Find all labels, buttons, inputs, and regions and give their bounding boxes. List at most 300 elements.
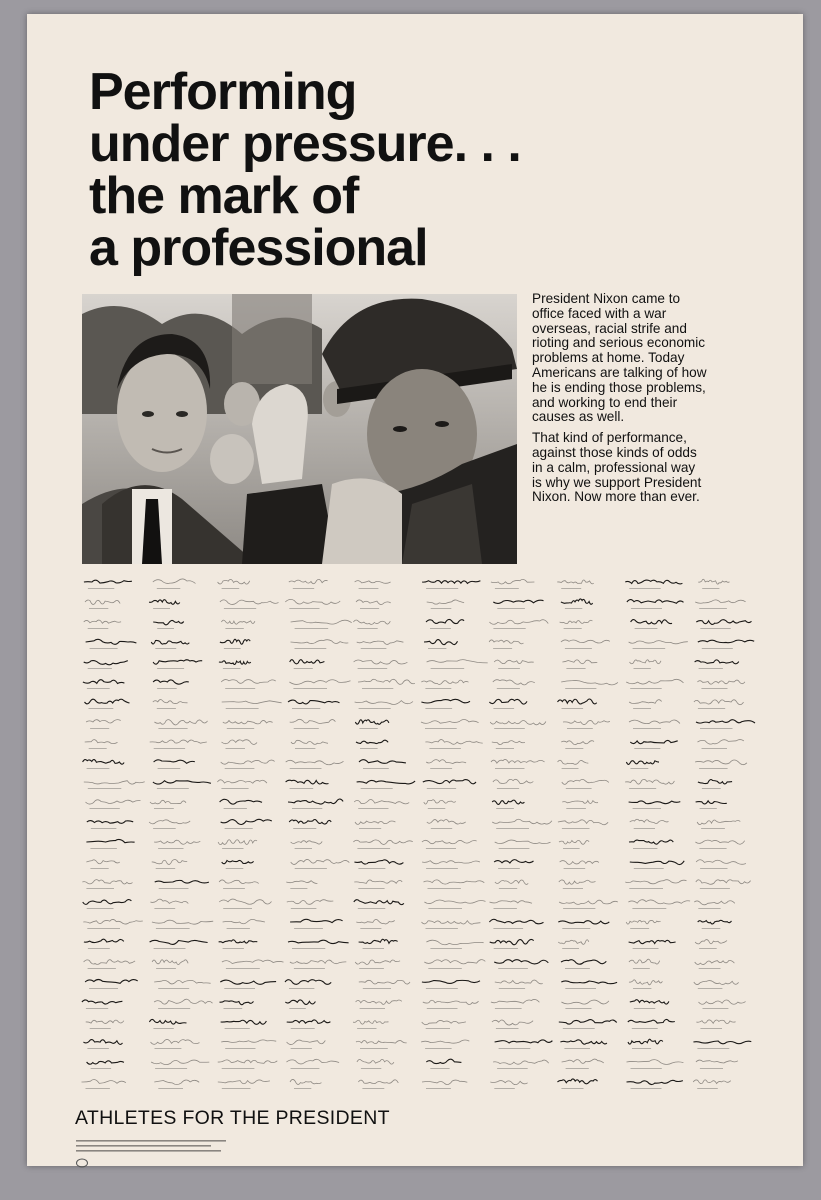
signature-caption <box>295 748 315 749</box>
signature-caption <box>294 968 325 969</box>
signature-scribble <box>149 820 190 824</box>
signature-scribble <box>150 899 188 903</box>
signature-scribble <box>291 640 349 644</box>
signature-caption <box>494 948 518 949</box>
signature-caption <box>498 968 528 969</box>
signature-caption <box>564 868 586 869</box>
signature-scribble <box>289 579 328 583</box>
signature-scribble <box>492 1020 533 1025</box>
signature-scribble <box>559 880 596 884</box>
signature-caption <box>363 948 384 949</box>
headline-line-2: under pressure. . . <box>89 115 521 173</box>
signature-caption <box>153 608 170 609</box>
signature-caption <box>634 668 651 669</box>
signature-scribble <box>151 1039 200 1044</box>
signature-scribble <box>359 760 406 764</box>
signature-caption <box>702 648 733 649</box>
signature-caption <box>291 1068 320 1069</box>
signature-caption <box>87 908 114 909</box>
signature-scribble <box>422 980 480 983</box>
signature-scribble <box>153 700 188 704</box>
signature-caption <box>226 868 244 869</box>
signature-scribble <box>493 1060 549 1064</box>
signature-scribble <box>625 779 674 784</box>
signature-scribble <box>695 600 745 603</box>
signature-caption <box>426 928 458 929</box>
signature-caption <box>495 588 519 589</box>
signature-caption <box>699 848 726 849</box>
signature-caption <box>154 808 174 809</box>
signature-caption <box>499 888 517 889</box>
signature-scribble <box>223 720 273 723</box>
signature-caption <box>291 908 317 909</box>
signature-scribble <box>630 819 669 823</box>
signature-caption <box>157 668 184 669</box>
signature-scribble <box>86 800 141 804</box>
signature-caption <box>565 748 583 749</box>
signature-scribble <box>627 600 684 604</box>
signature-scribble <box>696 720 755 723</box>
signature-caption <box>294 1088 311 1089</box>
signature-caption <box>700 808 717 809</box>
signature-scribble <box>491 759 545 763</box>
headline <box>89 63 649 277</box>
footer-title: ATHLETES FOR THE PRESIDENT <box>75 1107 390 1129</box>
signature-scribble <box>560 861 599 865</box>
signature-caption <box>222 1088 251 1089</box>
signature-scribble <box>149 600 180 605</box>
signature-scribble <box>422 861 480 864</box>
signature-caption <box>157 628 174 629</box>
signature-scribble <box>149 1019 186 1024</box>
signature-scribble <box>287 1020 331 1023</box>
signature-caption <box>430 768 452 769</box>
signature-caption <box>566 788 592 789</box>
signature-scribble <box>83 919 143 924</box>
signature-caption <box>499 848 530 849</box>
signature-scribble <box>560 620 593 623</box>
signature-caption <box>564 1048 590 1049</box>
signature-caption <box>225 688 255 689</box>
signature-scribble <box>559 900 618 904</box>
signature-caption <box>629 588 660 589</box>
signature-caption <box>90 848 117 849</box>
signature-caption <box>493 708 514 709</box>
signature-scribble <box>288 799 343 804</box>
signature-scribble <box>221 1040 276 1043</box>
signature-caption <box>291 1048 312 1049</box>
signature-caption <box>295 648 327 649</box>
signature-scribble <box>422 840 477 843</box>
signature-scribble <box>426 760 466 764</box>
signature-caption <box>567 728 593 729</box>
signature-caption <box>361 788 393 789</box>
signature-caption <box>360 608 379 609</box>
signature-scribble <box>354 860 403 864</box>
signature-caption <box>429 748 461 749</box>
signature-scribble <box>290 719 336 723</box>
signature-caption <box>428 648 446 649</box>
signature-caption <box>700 888 730 889</box>
signature-scribble <box>220 980 276 984</box>
signature-caption <box>494 1088 515 1089</box>
signature-scribble <box>285 1000 315 1005</box>
signature-caption <box>358 868 385 869</box>
signature-caption <box>290 888 307 889</box>
signature-caption <box>226 708 259 709</box>
signature-scribble <box>355 821 395 824</box>
signature-caption <box>494 728 525 729</box>
signature-scribble <box>155 880 209 883</box>
signature-scribble <box>86 720 121 723</box>
signature-scribble <box>422 921 481 924</box>
signature-scribble <box>220 799 262 804</box>
signature-caption <box>289 988 314 989</box>
signature-scribble <box>84 781 145 784</box>
signature-caption <box>157 688 177 689</box>
signature-scribble <box>152 859 188 864</box>
signature-scribble <box>84 661 128 665</box>
signature-caption <box>153 1028 173 1029</box>
signature-scribble <box>219 899 271 904</box>
signature-caption <box>562 948 579 949</box>
signature-scribble <box>626 761 659 765</box>
signature-caption <box>88 788 122 789</box>
signature-scribble <box>629 959 660 964</box>
signature-scribble <box>289 819 331 824</box>
signature-caption <box>698 708 725 709</box>
signature-scribble <box>221 819 272 824</box>
signature-caption <box>90 1028 111 1029</box>
signature-scribble <box>493 600 543 603</box>
signature-scribble <box>562 1059 604 1063</box>
body-paragraph-2: That kind of performance, against those kinds of odds in a calm, professional way is why we support President Nixon. Now more than ever. <box>532 430 702 505</box>
signature-scribble <box>353 1020 388 1024</box>
signature-caption <box>428 808 446 809</box>
signature-scribble <box>84 939 124 942</box>
signature-scribble <box>421 699 470 703</box>
photograph-icon <box>82 294 517 564</box>
signature-caption <box>562 768 579 769</box>
signature-caption <box>697 1088 718 1089</box>
signature-scribble <box>82 1000 123 1004</box>
signature-caption <box>90 808 120 809</box>
signature-scribble <box>84 620 121 623</box>
signature-caption <box>633 648 666 649</box>
signature-scribble <box>154 1080 199 1084</box>
signature-caption <box>157 708 176 709</box>
signature-caption <box>430 628 451 629</box>
signature-caption <box>363 988 391 989</box>
signature-caption <box>497 608 525 609</box>
signature-scribble <box>696 880 751 885</box>
signature-caption <box>88 968 116 969</box>
signature-caption <box>700 1068 723 1069</box>
signature-caption <box>357 1028 376 1029</box>
signature-caption <box>155 648 176 649</box>
signature-caption <box>496 808 514 809</box>
signature-caption <box>361 1068 381 1069</box>
signature-scribble <box>152 920 213 924</box>
signature-scribble <box>427 819 466 824</box>
signature-scribble <box>424 640 458 645</box>
signature-caption <box>359 708 391 709</box>
signature-caption <box>565 1008 591 1009</box>
signature-scribble <box>563 720 610 724</box>
signature-caption <box>295 868 327 869</box>
signature-scribble <box>629 720 680 724</box>
signature-caption <box>631 1088 662 1089</box>
signature-scribble <box>290 919 343 922</box>
signature-scribble <box>495 880 528 884</box>
signature-scribble <box>558 921 609 924</box>
signature-scribble <box>558 940 589 945</box>
signature-scribble <box>629 940 676 943</box>
imprint-fine-print <box>76 1138 236 1158</box>
signature-caption <box>701 828 725 829</box>
signature-scribble <box>291 740 328 744</box>
signature-scribble <box>698 780 732 784</box>
signature-scribble <box>421 1040 469 1043</box>
signature-scribble <box>353 840 412 845</box>
signature-scribble <box>695 940 727 944</box>
signature-scribble <box>693 1041 751 1044</box>
signature-caption <box>358 808 388 809</box>
signature-caption <box>426 848 456 849</box>
signature-caption <box>89 988 118 989</box>
signature-caption <box>498 868 520 869</box>
signature-scribble <box>359 939 398 943</box>
signature-caption <box>359 968 384 969</box>
signature-caption <box>293 588 314 589</box>
signature-caption <box>562 928 590 929</box>
signature-caption <box>431 828 452 829</box>
signature-scribble <box>424 800 456 804</box>
signature-scribble <box>489 640 523 644</box>
signature-scribble <box>153 680 189 684</box>
signature-caption <box>359 588 379 589</box>
signature-scribble <box>628 1039 663 1044</box>
signature-scribble <box>561 599 593 604</box>
signature-caption <box>225 628 243 629</box>
signature-caption <box>497 688 520 689</box>
signature-scribble <box>697 680 745 684</box>
signature-caption <box>496 1028 519 1029</box>
signature-caption <box>700 628 730 629</box>
signature-scribble <box>490 901 533 904</box>
signature-caption <box>291 1028 315 1029</box>
signature-scribble <box>629 801 681 804</box>
signature-scribble <box>356 740 388 743</box>
signature-caption <box>155 1048 182 1049</box>
signature-scribble <box>355 701 413 705</box>
signature-caption <box>359 828 381 829</box>
signature-scribble <box>630 1000 669 1004</box>
signature-caption <box>156 868 176 869</box>
signature-scribble <box>561 960 606 965</box>
signature-caption <box>294 728 319 729</box>
signature-caption <box>425 1048 452 1049</box>
signature-scribble <box>561 981 617 984</box>
signature-scribble <box>83 680 125 684</box>
signature-scribble <box>154 760 195 763</box>
signature-caption <box>427 1008 458 1009</box>
signature-scribble <box>698 640 754 643</box>
signature-scribble <box>426 940 483 945</box>
signature-caption <box>497 1068 528 1069</box>
signature-scribble <box>558 760 589 764</box>
signature-caption <box>289 1008 306 1009</box>
signature-caption <box>495 1008 522 1009</box>
signature-caption <box>563 848 580 849</box>
signature-scribble <box>630 861 684 865</box>
signature-scribble <box>87 821 133 824</box>
signature-caption <box>497 788 519 789</box>
signature-scribble <box>286 780 329 784</box>
signature-scribble <box>629 641 688 644</box>
signature-scribble <box>219 880 259 884</box>
signature-scribble <box>150 740 207 743</box>
signature-scribble <box>85 600 120 604</box>
signature-caption <box>565 988 596 989</box>
signature-scribble <box>495 1040 553 1043</box>
signature-scribble <box>490 721 546 725</box>
signature-scribble <box>557 580 594 584</box>
signature-caption <box>426 588 458 589</box>
signature-caption <box>294 928 323 929</box>
signature-caption <box>564 628 582 629</box>
signature-scribble <box>491 999 540 1003</box>
signature-scribble <box>83 1040 122 1045</box>
signature-caption <box>493 628 525 629</box>
signature-scribble <box>422 1020 466 1024</box>
signature-scribble <box>696 620 751 625</box>
signature-caption <box>360 1008 385 1009</box>
signature-caption <box>425 708 452 709</box>
signature-caption <box>222 1068 255 1069</box>
signature-caption <box>699 948 717 949</box>
signature-caption <box>226 748 246 749</box>
signature-scribble <box>492 741 525 745</box>
signature-scribble <box>358 1080 398 1084</box>
signature-scribble <box>86 839 134 842</box>
signature-caption <box>86 1008 108 1009</box>
signature-scribble <box>562 801 598 804</box>
signature-caption <box>631 1068 662 1069</box>
signature-caption <box>496 828 529 829</box>
signature-caption <box>225 1028 250 1029</box>
signature-scribble <box>152 960 188 965</box>
signature-scribble <box>695 660 739 664</box>
signature-scribble <box>698 920 732 924</box>
signature-caption <box>292 808 322 809</box>
signature-scribble <box>153 660 202 664</box>
signature-caption <box>630 768 648 769</box>
signature-caption <box>629 888 663 889</box>
signature-caption <box>495 768 525 769</box>
signature-scribble <box>424 960 485 964</box>
signature-scribble <box>495 840 551 844</box>
signature-caption <box>700 1028 722 1029</box>
signature-scribble <box>291 620 352 624</box>
signature-scribble <box>493 779 533 783</box>
signature-scribble <box>492 819 552 824</box>
signature-caption <box>566 808 586 809</box>
signature-caption <box>359 728 377 729</box>
signature-scribble <box>222 960 284 964</box>
signature-caption <box>426 1088 451 1089</box>
signature-caption <box>428 908 462 909</box>
signature-caption <box>629 788 656 789</box>
signature-caption <box>635 628 658 629</box>
signature-scribble <box>490 1081 527 1085</box>
signature-caption <box>225 1048 255 1049</box>
signature-scribble <box>219 940 258 943</box>
union-bug-icon <box>76 1158 88 1168</box>
signature-scribble <box>694 901 735 905</box>
signature-scribble <box>698 579 729 584</box>
signature-caption <box>363 768 389 769</box>
signature-caption <box>496 748 514 749</box>
signature-scribble <box>154 999 212 1004</box>
signature-scribble <box>629 840 673 844</box>
signature-scribble <box>626 920 660 924</box>
signature-caption <box>87 768 110 769</box>
signature-caption <box>362 1088 384 1089</box>
signature-caption <box>565 608 582 609</box>
signature-grid <box>77 572 757 1092</box>
signature-caption <box>431 668 465 669</box>
signature-scribble <box>355 581 391 584</box>
signature-scribble <box>629 980 662 985</box>
signature-caption <box>290 768 322 769</box>
signature-caption <box>632 1048 651 1049</box>
signature-caption <box>561 588 581 589</box>
signature-caption <box>633 968 650 969</box>
signature-caption <box>633 988 651 989</box>
signature-caption <box>89 748 107 749</box>
signature-scribble <box>84 580 132 583</box>
signature-caption <box>154 948 186 949</box>
signature-scribble <box>561 1000 609 1004</box>
signature-caption <box>699 668 723 669</box>
signature-scribble <box>628 1019 675 1023</box>
signature-scribble <box>627 1080 683 1084</box>
signature-scribble <box>220 639 250 644</box>
signature-scribble <box>421 680 468 684</box>
signature-scribble <box>490 939 534 944</box>
signature-scribble <box>87 1061 124 1064</box>
signature-caption <box>222 588 240 589</box>
signature-caption <box>427 788 456 789</box>
signature-scribble <box>359 980 410 984</box>
signature-scribble <box>153 579 196 584</box>
signature-scribble <box>357 1059 394 1064</box>
signature-scribble <box>355 720 389 725</box>
signature-scribble <box>422 581 480 584</box>
signature-scribble <box>285 980 331 985</box>
signature-caption <box>157 588 181 589</box>
signature-caption <box>90 868 108 869</box>
signature-caption <box>425 688 451 689</box>
signature-scribble <box>150 940 208 944</box>
signature-scribble <box>288 940 349 943</box>
signature-scribble <box>493 680 535 685</box>
signature-caption <box>634 748 660 749</box>
signature-scribble <box>358 679 415 684</box>
signature-caption <box>91 1068 112 1069</box>
signature-scribble <box>625 580 682 584</box>
